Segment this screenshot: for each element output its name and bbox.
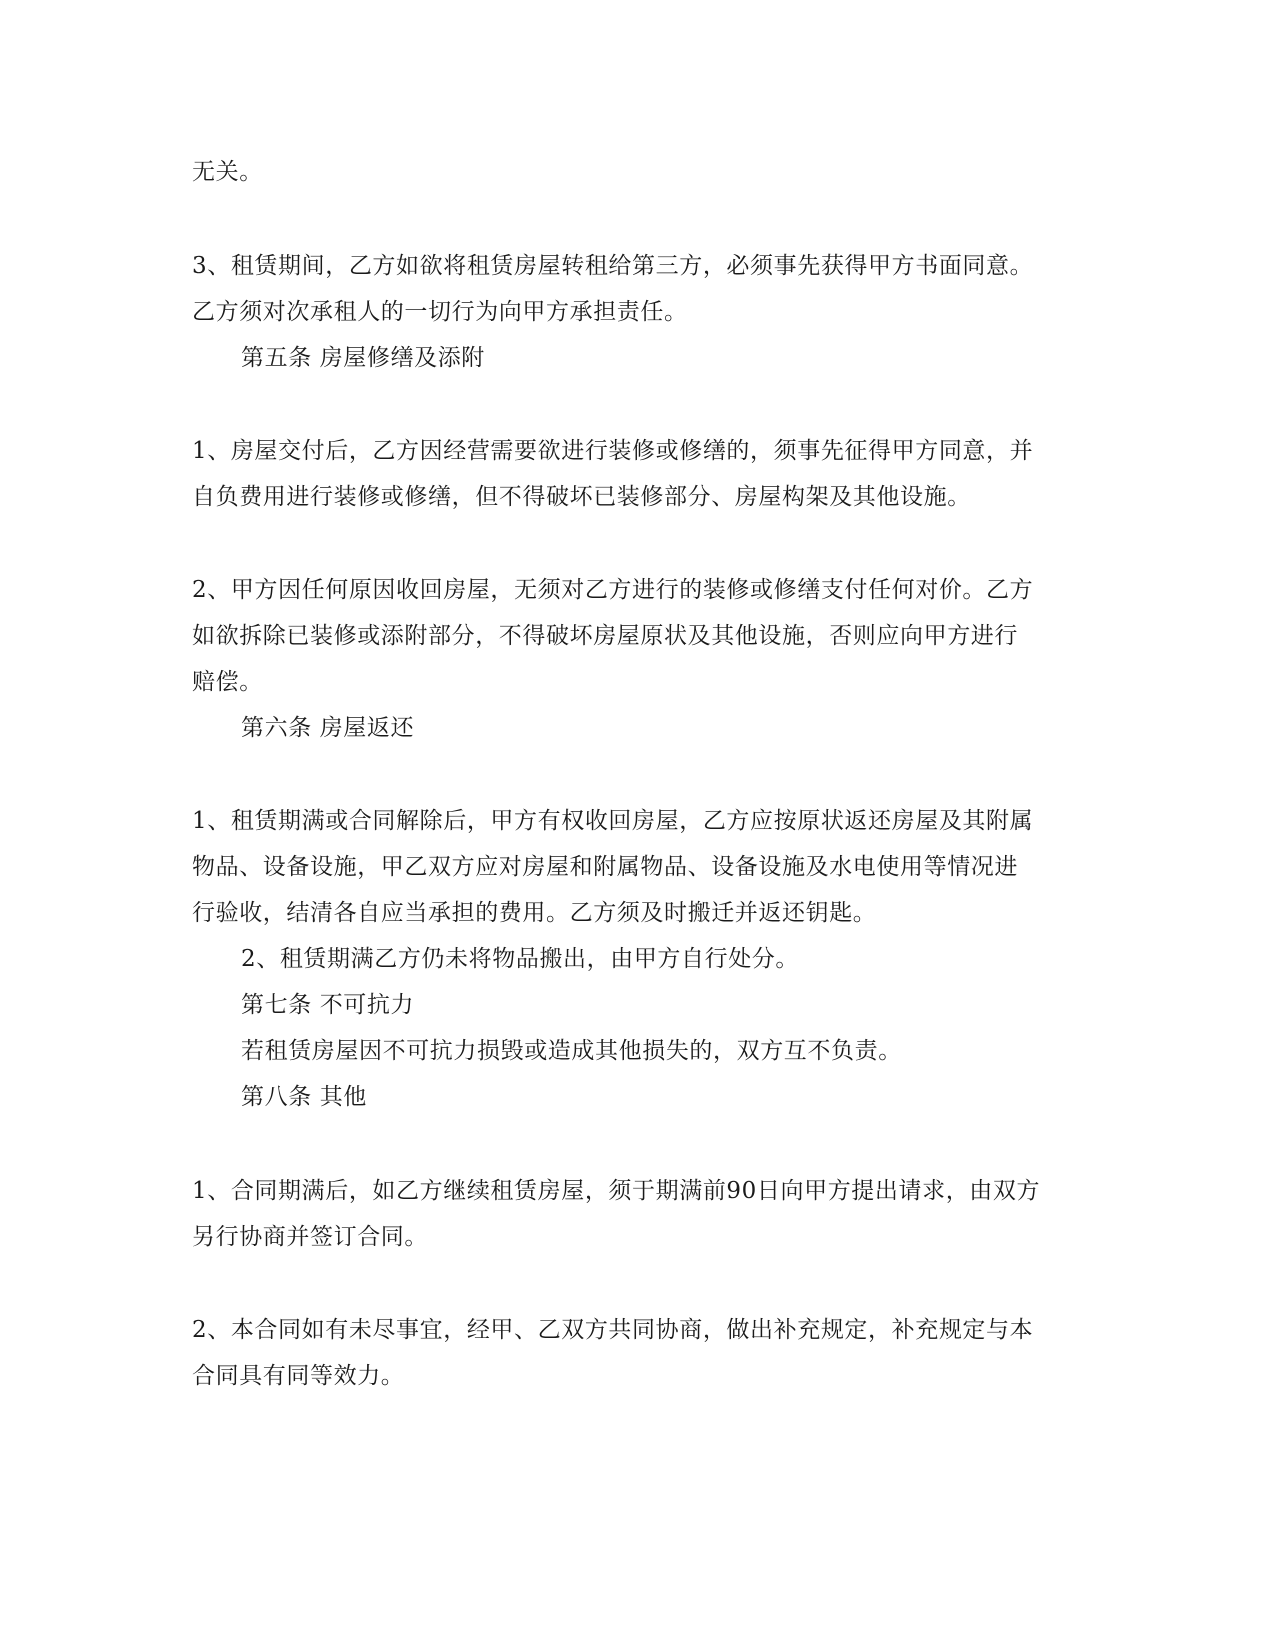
paragraph-line: 另行协商并签订合同。 [192,1224,428,1250]
paragraph-line: 物品、设备设施，甲乙双方应对房屋和附属物品、设备设施及水电使用等情况进 [192,854,1018,880]
paragraph-line: 3、租赁期间，乙方如欲将租赁房屋转租给第三方，必须事先获得甲方书面同意。 [192,253,1034,279]
section-heading: 第八条 其他 [241,1084,367,1110]
paragraph-line: 无关。 [192,159,263,185]
paragraph-line: 1、房屋交付后，乙方因经营需要欲进行装修或修缮的，须事先征得甲方同意，并 [192,438,1034,464]
section-heading: 第六条 房屋返还 [241,715,415,741]
section-heading: 第七条 不可抗力 [241,992,415,1018]
paragraph-line: 行验收，结清各自应当承担的费用。乙方须及时搬迁并返还钥匙。 [192,900,877,926]
paragraph-line: 如欲拆除已装修或添附部分，不得破坏房屋原状及其他设施，否则应向甲方进行 [192,623,1018,649]
paragraph-line: 2、甲方因任何原因收回房屋，无须对乙方进行的装修或修缮支付任何对价。乙方 [192,577,1034,603]
paragraph-line: 赔偿。 [192,669,263,695]
paragraph-line: 若租赁房屋因不可抗力损毁或造成其他损失的，双方互不负责。 [241,1038,902,1064]
paragraph-line: 乙方须对次承租人的一切行为向甲方承担责任。 [192,299,688,325]
section-heading: 第五条 房屋修缮及添附 [241,345,485,371]
paragraph-line: 自负费用进行装修或修缮，但不得破坏已装修部分、房屋构架及其他设施。 [192,484,971,510]
paragraph-line: 合同具有同等效力。 [192,1363,405,1389]
paragraph-line: 2、本合同如有未尽事宜，经甲、乙双方共同协商，做出补充规定，补充规定与本 [192,1317,1034,1343]
paragraph-line: 2、租赁期满乙方仍未将物品搬出，由甲方自行处分。 [241,946,800,972]
paragraph-line: 1、租赁期满或合同解除后，甲方有权收回房屋，乙方应按原状返还房屋及其附属 [192,808,1034,834]
paragraph-line: 1、合同期满后，如乙方继续租赁房屋，须于期满前90日向甲方提出请求，由双方 [192,1178,1041,1204]
